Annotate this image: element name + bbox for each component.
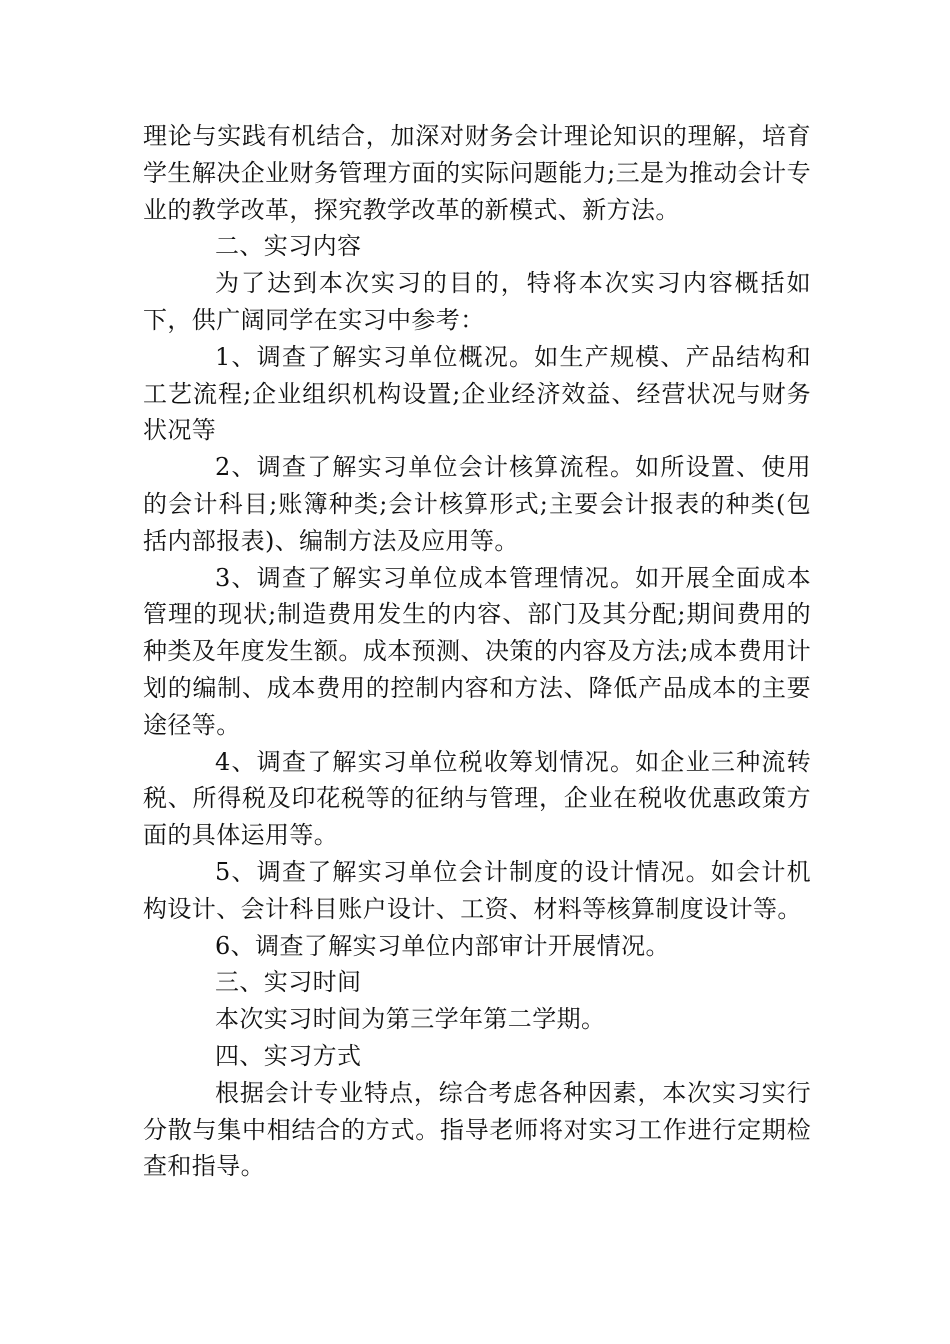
section-heading-internship-time: 三、实习时间: [215, 968, 362, 997]
list-item-5: 5、调查了解实习单位会计制度的设计情况。如会计机构设计、会计科目账户设计、工资、材料等核算制度设计等。: [143, 857, 811, 923]
section-heading-internship-method: 四、实习方式: [215, 1041, 362, 1070]
list-item-2: 2、调查了解实习单位会计核算流程。如所设置、使用的会计科目;账簿种类;会计核算形式;主要会计报表的种类(包括内部报表)、编制方法及应用等。: [143, 453, 811, 555]
paragraph-internship-time: 本次实习时间为第三学年第二学期。: [215, 1005, 606, 1034]
list-item-3: 3、调查了解实习单位成本管理情况。如开展全面成本管理的现状;制造费用发生的内容、部门及其分配;期间费用的种类及年度发生额。成本预测、决策的内容及方法;成本费用计划的编制、成本费用的控制内容和方法、降低产品成本的主要途径等。: [143, 563, 811, 739]
list-item-4: 4、调查了解实习单位税收筹划情况。如企业三种流转税、所得税及印花税等的征纳与管理，企业在税收优惠政策方面的具体运用等。: [143, 747, 811, 850]
document-body: [143, 118, 811, 1185]
list-item-1: 1、调查了解实习单位概况。如生产规模、产品结构和工艺流程;企业组织机构设置;企业经济效益、经营状况与财务状况等: [143, 342, 811, 445]
list-item-6: 6、调查了解实习单位内部审计开展情况。: [215, 931, 670, 960]
section-heading-internship-content: 二、实习内容: [215, 232, 362, 261]
paragraph-internship-method: 根据会计专业特点，综合考虑各种因素，本次实习实行分散与集中相结合的方式。指导老师将对实习工作进行定期检查和指导。: [143, 1078, 811, 1181]
paragraph-content-intro: 为了达到本次实习的目的，特将本次实习内容概括如下，供广阔同学在实习中参考：: [143, 269, 811, 334]
paragraph-intro-continuation: 理论与实践有机结合，加深对财务会计理论知识的理解，培育学生解决企业财务管理方面的实际问题能力;三是为推动会计专业的教学改革，探究教学改革的新模式、新方法。: [143, 122, 811, 224]
